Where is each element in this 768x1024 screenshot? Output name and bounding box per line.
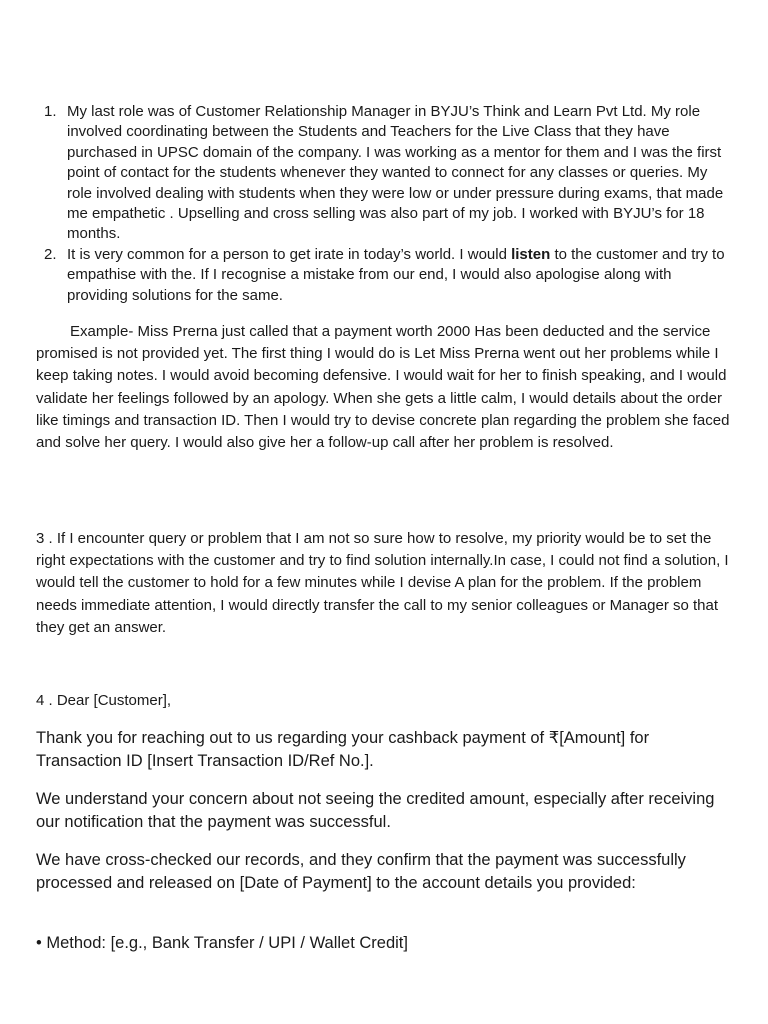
list-number-1: 1. xyxy=(44,103,57,120)
email-paragraph-3: We have cross-checked our records, and they confirm that the payment was successfully processed and released on [Date of Payment] to the account details you provided: xyxy=(36,851,686,893)
email-paragraph-1: Thank you for reaching out to us regarding your cashback payment of ₹[Amount] for Transaction ID [Insert Transaction ID/Ref No.]. xyxy=(36,729,650,771)
answer-3-paragraph: 3 . If I encounter query or problem that I am not so sure how to resolve, my priority would be to set the right expectations with the customer and try to find solution internally.In case, I could not find a solution, I would tell the customer to hold for a few minutes while I devise A plan for the problem. If the problem needs immediate attention, I would directly transfer the call to my senior colleagues or Manager so that they get an answer. xyxy=(36,530,729,636)
emphasis-listen: listen xyxy=(511,245,551,263)
numbered-list xyxy=(36,102,736,306)
list-item-2-text-before: It is very common for a person to get irate in today’s world. I would xyxy=(67,245,512,263)
list-item-1 xyxy=(36,102,736,245)
email-paragraph-2: We understand your concern about not seeing the credited amount, especially after receiving our notification that the payment was successful. xyxy=(36,790,715,832)
list-item-2-text-after: to the customer and try to empathise with the. If I recognise a mistake from our end, I would also apologise along with providing solutions for the same. xyxy=(67,245,725,304)
example-paragraph: Example- Miss Prerna just called that a payment worth 2000 Has been deducted and the service promised is not provided yet. The first thing I would do is Let Miss Prerna went out her problems while I keep taking notes. I would avoid becoming defensive. I would wait for her to finish speaking, and I would validate her feelings followed by an apology. When she gets a little calm, I would details about the order like timings and transaction ID. Then I would try to devise concrete plan regarding the problem she faced and solve her query. I would also give her a follow-up call after her problem is resolved. xyxy=(36,323,730,452)
list-item-1-text: My last role was of Customer Relationship Manager in BYJU’s Think and Learn Pvt Ltd. My role involved coordinating between the Students and Teachers for the Live Class that they have purchased in UPSC domain of the company. I was working as a mentor for them and I was the first point of contact for the students whenever they wanted to connect for any classes or queries. My role involved dealing with students when they were low or under pressure during exams, that made me empathetic . Upselling and cross selling was also part of my job. I worked with BYJU’s for 18 months. xyxy=(67,103,724,243)
answer-4-salutation: 4 . Dear [Customer], xyxy=(36,692,172,709)
email-bullet-method: • Method: [e.g., Bank Transfer / UPI / Wallet Credit] xyxy=(36,934,408,952)
list-item-2 xyxy=(36,245,736,306)
list-number-2: 2. xyxy=(44,245,57,263)
